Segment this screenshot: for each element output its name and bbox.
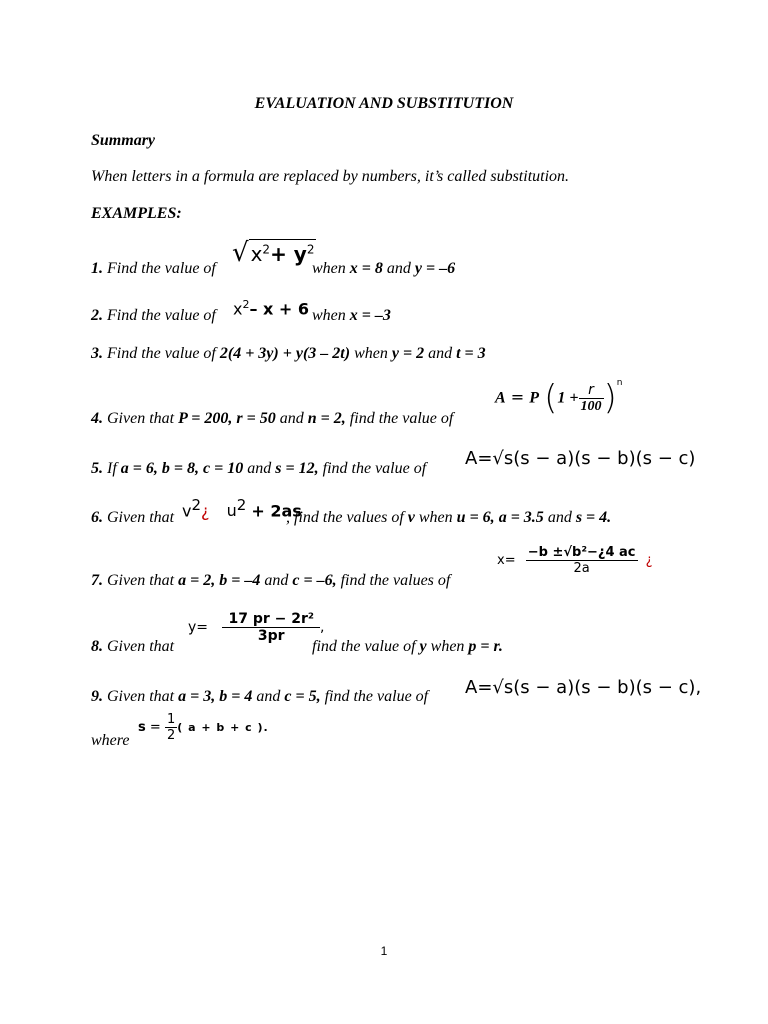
text: and	[275, 410, 308, 427]
math-exp: 2	[191, 496, 202, 514]
math-semiperimeter	[138, 712, 269, 743]
math-kinematics	[182, 496, 302, 520]
example-1	[91, 260, 216, 278]
example-text: Find the value of	[103, 307, 216, 324]
value: = 3	[460, 345, 486, 362]
var: x	[349, 260, 358, 277]
value: = –3	[357, 307, 391, 324]
text: and	[382, 260, 415, 277]
value: = 8	[357, 260, 383, 277]
example-number: 3.	[91, 345, 103, 362]
text: and	[243, 460, 276, 477]
math-expr: 1 +	[557, 389, 579, 407]
var: r	[493, 638, 499, 655]
example-2-condition	[312, 307, 391, 325]
frac-numerator: −b ±√b²−¿4 ac	[527, 545, 636, 560]
math-expr: – x + 6	[249, 299, 310, 319]
text: and	[424, 345, 457, 362]
var: c	[284, 688, 292, 705]
value: = 8,	[169, 460, 204, 477]
example-9	[91, 688, 428, 706]
summary-heading: Summary	[91, 132, 156, 149]
example-1-condition	[312, 260, 455, 278]
text: find the values of	[336, 572, 451, 589]
example-number: 8.	[91, 638, 103, 655]
value: = 6,	[128, 460, 162, 477]
text: Given that	[103, 509, 175, 526]
text: when	[312, 307, 350, 324]
math-expr: A=√s(s − a)(s − b)(s − c),	[465, 677, 702, 698]
value: = –4	[227, 572, 261, 589]
var: p	[468, 638, 477, 655]
math-op: +	[270, 242, 294, 266]
var: b	[219, 688, 228, 705]
frac-denominator: 3pr	[257, 628, 285, 644]
intro-text: When letters in a formula are replaced by numbers, it’s called substitution.	[91, 168, 570, 185]
var: a	[178, 572, 187, 589]
var: P	[178, 410, 188, 427]
var: s	[575, 509, 583, 526]
value: = 3.5	[506, 509, 544, 526]
math-punct: ,	[320, 619, 325, 636]
example-number: 2.	[91, 307, 103, 324]
example-8	[91, 638, 174, 656]
var: y	[391, 345, 399, 362]
text: where	[91, 732, 130, 749]
var: a	[498, 509, 507, 526]
text: Given that	[103, 688, 179, 705]
var: a	[178, 688, 187, 705]
text: when	[350, 345, 392, 362]
text: and	[252, 688, 285, 705]
math-herons-formula-2	[465, 677, 701, 698]
math-var: y=	[188, 619, 209, 636]
example-number: 1.	[91, 260, 103, 277]
value: = 10	[210, 460, 244, 477]
math-herons-formula	[465, 448, 695, 469]
var: b	[161, 460, 170, 477]
value: = 4.	[582, 509, 612, 526]
value: = 2,	[316, 410, 346, 427]
punct: .	[498, 638, 503, 655]
text: and	[260, 572, 293, 589]
math-expr: A=√s(s − a)(s − b)(s − c)	[465, 448, 696, 469]
text: and	[543, 509, 576, 526]
math-placeholder: ¿	[201, 501, 210, 521]
text: find the value of	[345, 410, 454, 427]
var: b	[219, 572, 228, 589]
frac-numerator: r	[579, 382, 604, 399]
var: v	[407, 509, 415, 526]
value: = 3,	[186, 688, 220, 705]
value: = –6	[422, 260, 456, 277]
example-number: 5.	[91, 460, 103, 477]
expression: 2(4 + 3y) + y(3 – 2t)	[219, 345, 351, 362]
frac-denominator: 2	[166, 728, 176, 743]
text: find the value of	[320, 688, 429, 705]
example-text: Find the value of	[103, 345, 220, 362]
example-2	[91, 307, 216, 325]
math-var: x	[250, 242, 263, 266]
example-6	[91, 509, 174, 527]
math-exp: n	[616, 378, 623, 388]
math-x2-minus-x-plus-6	[233, 298, 309, 318]
math-quadratic-formula	[497, 545, 653, 576]
value: = 2	[398, 345, 425, 362]
example-text: Find the value of	[103, 260, 216, 277]
var: u	[456, 509, 466, 526]
math-var: P	[529, 389, 540, 407]
value: = 5,	[291, 688, 321, 705]
examples-heading: EXAMPLES:	[91, 205, 182, 222]
example-5	[91, 460, 426, 478]
var: c	[203, 460, 211, 477]
math-op: =	[510, 387, 530, 407]
math-sqrt-x2-y2: √ $x^2+ y^2$	[232, 238, 315, 268]
math-exp: 2	[262, 242, 271, 257]
text: If	[103, 460, 121, 477]
math-var: A	[495, 389, 506, 407]
math-fraction-y	[188, 611, 324, 644]
example-number: 7.	[91, 572, 103, 589]
text: Given that	[103, 410, 179, 427]
example-number: 9.	[91, 688, 103, 705]
var: a	[120, 460, 129, 477]
text: find the value of	[318, 460, 427, 477]
var: c	[292, 572, 300, 589]
var: x	[349, 307, 358, 324]
var: s	[275, 460, 282, 477]
example-7	[91, 572, 450, 590]
example-number: 4.	[91, 410, 103, 427]
math-exp: 2	[242, 298, 250, 311]
example-6-condition	[286, 509, 611, 527]
value: =	[476, 638, 494, 655]
frac-denominator: 100	[580, 398, 602, 414]
math-var: v	[182, 501, 192, 521]
math-exp: 2	[306, 242, 315, 257]
text: , find the values of	[286, 509, 408, 526]
var: y	[419, 638, 427, 655]
math-var: x	[233, 299, 243, 319]
math-placeholder: ¿	[645, 553, 653, 568]
math-var: u	[226, 501, 237, 521]
math-var: s	[138, 720, 146, 735]
text: Given that	[103, 572, 179, 589]
frac-denominator: 2a	[573, 561, 590, 576]
math-compound-interest: A = P (1 + $\frac{r}{100}$ )$^n$	[495, 378, 623, 418]
page-number: 1	[380, 944, 388, 958]
frac-numerator: 17 pr − 2r²	[222, 611, 320, 628]
var: n	[307, 410, 317, 427]
math-expr: + 2as	[251, 501, 302, 521]
example-8-condition	[312, 638, 503, 656]
example-4	[91, 410, 453, 428]
value: = 12,	[281, 460, 319, 477]
value: = 2,	[186, 572, 220, 589]
text: when	[426, 638, 469, 655]
math-expr: ( a + b + c ).	[177, 721, 269, 734]
text: find the value of	[312, 638, 420, 655]
example-3	[91, 345, 486, 363]
text: when	[312, 260, 350, 277]
var: y	[414, 260, 423, 277]
value: = –6,	[299, 572, 337, 589]
value: = 50	[242, 410, 276, 427]
value: = 6,	[465, 509, 499, 526]
math-var: x=	[497, 553, 516, 568]
example-9-where	[91, 732, 130, 750]
math-op: =	[149, 720, 161, 735]
math-var: y	[293, 242, 307, 266]
frac-numerator: 1	[166, 712, 176, 727]
text: when	[414, 509, 457, 526]
page-title: EVALUATION AND SUBSTITUTION	[254, 95, 514, 112]
var: r	[236, 410, 243, 427]
example-number: 6.	[91, 509, 103, 526]
value: = 200,	[187, 410, 237, 427]
var: t	[456, 345, 461, 362]
text: Given that	[103, 638, 175, 655]
math-exp: 2	[236, 496, 247, 514]
value: = 4	[227, 688, 253, 705]
